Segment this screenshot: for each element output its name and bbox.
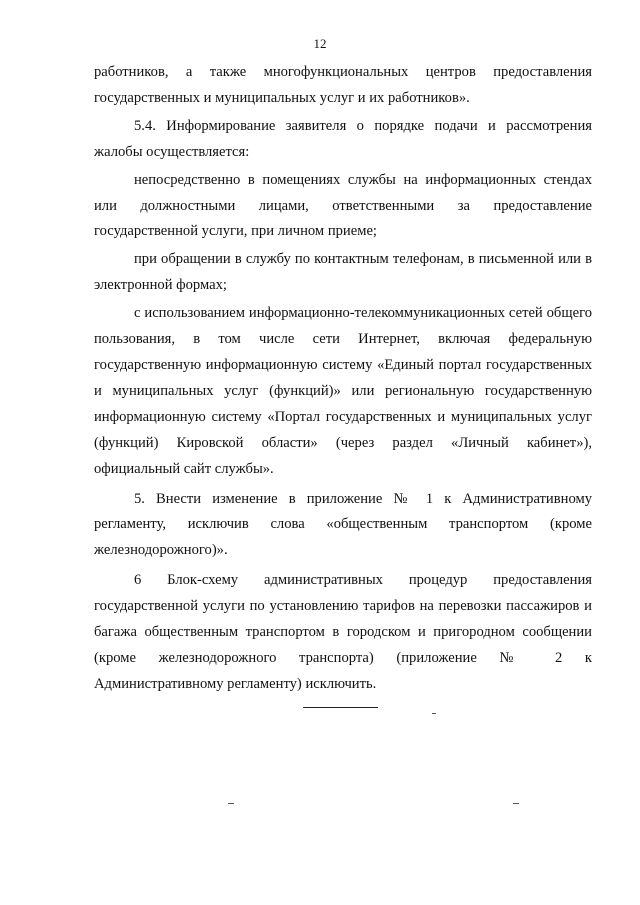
end-divider-line: [303, 707, 378, 708]
document-body: [94, 60, 592, 698]
paragraph-5-4: 5.4. Информирование заявителя о порядке подачи и рассмотрения жалобы осуществляется:: [94, 117, 592, 160]
paragraph-continuation: работников, а также многофункциональных центров предоставления государственных и муниципальных услуг и их работников».: [94, 64, 592, 106]
scan-speck: [228, 803, 234, 804]
paragraph-item-6: 6 Блок-схему административных процедур предоставления государственной услуги по установлению тарифов на перевозки пассажиров и багажа общественным транспортом в городском и пригородном сообщении (кроме железнодорожного транспорта) (приложение № 2 к Административному регламенту) исключить.: [94, 572, 592, 692]
scan-speck: [513, 803, 519, 804]
paragraph-internet: с использованием информационно-телекоммуникационных сетей общего пользования, в том числе сети Интернет, включая федеральную государственную информационную систему «Единый портал государственных и муниципальных услуг (функций)» или региональную государственную информационную систему «Портал государственных и муниципальных услуг (функций) Кировской области» (через раздел «Личный кабинет»), официальный сайт службы».: [94, 305, 592, 477]
paragraph-item-5: 5. Внести изменение в приложение № 1 к Административному регламенту, исключив слова «общественным транспортом (кроме железнодорожного)».: [94, 490, 592, 559]
paragraph-info-stands: непосредственно в помещениях службы на информационных стендах или должностными лицами, ответственными за предоставление государственной услуги, при личном приеме;: [94, 171, 592, 240]
paragraph-phone-written: при обращении в службу по контактным телефонам, в письменной или в электронной формах;: [94, 251, 592, 294]
scan-speck: [432, 713, 436, 714]
page-number: 12: [313, 36, 327, 51]
